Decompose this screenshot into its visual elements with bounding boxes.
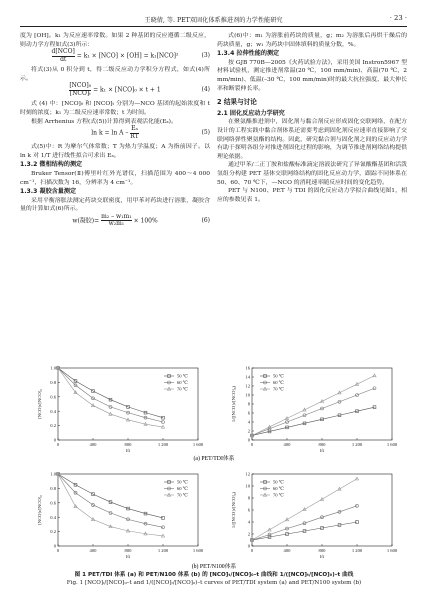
equation-4 (20, 83, 210, 100)
eq5-fraction (130, 126, 138, 140)
x-tick-label: 400 (89, 442, 97, 447)
subcaption-a: (a) PET/TDI体系 (193, 456, 235, 462)
y-axis-label: 1/([NCO]ₜ/[NCO]₀) (231, 491, 236, 529)
section-heading-1-3-4: 1.3.4 拉伸性能的测定 (217, 50, 280, 58)
legend-label: 70 ℃ (177, 386, 188, 392)
series-line (252, 407, 375, 435)
x-tick-label: 0 (56, 548, 60, 553)
equation-3 (20, 49, 210, 66)
legend-label: 70 ℃ (273, 492, 284, 498)
subcaption-b: (b) PET/N100体系 (191, 564, 237, 570)
paragraph: 度为 [OH]。k₁ 为反应速率常数。如果 2 种基团的反应遵循二级反应，则动力学方程如式(3)所示： (20, 33, 210, 48)
y-tick-label: 0 (53, 437, 56, 443)
legend-label: 60 ℃ (177, 486, 188, 492)
y-tick-label: 1.0 (50, 365, 56, 371)
y-tick-label: 8 (247, 401, 250, 407)
data-point (355, 477, 358, 480)
section-heading-2-1: 2.1 固化反应动力学研究 (217, 109, 285, 117)
eq5-lhs: ln k = ln A – (91, 129, 129, 137)
legend-label: 70 ℃ (273, 386, 284, 392)
page-number: · 23 · (389, 14, 407, 22)
y-tick-label: 8 (247, 495, 250, 501)
y-tick-label: 0.2 (50, 529, 56, 535)
x-tick-label: 0 (56, 442, 60, 447)
x-tick-label: 800 (318, 548, 326, 553)
eq3-fraction (52, 49, 75, 63)
y-tick-label: 0.4 (50, 408, 56, 414)
legend-label: 50 ℃ (177, 373, 188, 379)
paragraph: 式(6)中：m₁ 为溶胀前药块的质量，g；m₂ 为溶胀后再烘干燥后的药块质量，g；w₁ 为药块中固体填料的质量分数，%。 (217, 33, 407, 48)
equation-6 (20, 214, 210, 231)
eq5-numerator: Eₐ (131, 125, 138, 133)
series-line (58, 368, 163, 418)
y-tick-label: 12 (245, 383, 250, 389)
y-tick-label: 12 (245, 471, 250, 477)
legend-label: 50 ℃ (273, 479, 284, 485)
paragraph: 式(5)中：R 为摩尔气体常数；T 为热力学温度；A 为指前因子。以 ln k 对 1/T 进行线性拟合可求出 Eₐ。 (20, 144, 210, 159)
series-line (58, 474, 163, 536)
eq6-lhs: w(凝胶)= (72, 217, 100, 225)
figure-caption (20, 571, 408, 587)
x-tick-label: 0 (250, 548, 254, 553)
figure-1 (20, 362, 408, 597)
x-axis-label: t/s (125, 555, 131, 560)
eq3-denominator: dt (52, 56, 75, 63)
legend-label: 60 ℃ (273, 380, 284, 386)
x-tick-label: 800 (318, 442, 326, 447)
eq3-rhs: = k₁ × [NCO] × [OH] = k₁[NCO]² (76, 52, 179, 60)
y-axis-label: [NCO]ₜ/[NCO]₀ (37, 495, 42, 525)
eq3-numerator: d[NCO] (51, 48, 75, 56)
y-tick-label: 2 (247, 531, 250, 537)
section-heading-1-3-3: 1.3.3 凝胶含量测定 (20, 188, 77, 196)
x-axis-label: t/s (319, 449, 325, 454)
y-tick-label: 0 (247, 543, 250, 549)
section-heading-2: 2 结果与讨论 (217, 98, 257, 107)
figure-1-charts (20, 362, 408, 572)
x-tick-label: 1 200 (351, 548, 363, 553)
x-tick-label: 400 (89, 548, 97, 553)
plot-frame (58, 368, 198, 440)
y-tick-label: 0.2 (50, 423, 56, 429)
y-tick-label: 1.0 (50, 471, 56, 477)
paragraph: 将式(3)从 0 积分到 t，得二级反应动力学积分方程式，如式(4)所示。 (20, 67, 210, 82)
paragraph: 按 GJB 770B—2005《火药试验方法》，采用美国 Instron5967 型材料试验机，测定推进剂常温(20 ℃，100 mm/min)、高温(70 ℃，2 mm/min)、低温(–30 ℃，100 mm/min)时的最大抗拉强度、最大伸长率和断裂伸长率。 (217, 59, 407, 92)
x-tick-label: 1 600 (192, 548, 204, 553)
x-tick-label: 1 200 (157, 548, 169, 553)
legend-label: 50 ℃ (273, 373, 284, 379)
y-tick-label: 0.8 (50, 380, 56, 385)
x-tick-label: 800 (124, 442, 132, 447)
y-tick-label: 4 (247, 419, 250, 425)
plot-frame (252, 474, 392, 546)
y-tick-label: 0.4 (50, 514, 56, 520)
x-tick-label: 800 (124, 548, 132, 553)
figure-caption-zh: 图 1 PET/TDI 体系 (a) 和 PET/N100 体系 (b) 的 [NCO]ₜ/[NCO]₀–t 曲线和 1/([NCO]ₜ/[NCO]₀)–t 曲线 (74, 572, 354, 578)
x-tick-label: 1 600 (386, 442, 398, 447)
y-tick-label: 0 (53, 543, 56, 549)
eq5-number: (5) (201, 129, 210, 137)
x-tick-label: 1 200 (351, 442, 363, 447)
paragraph: 采用平衡溶胀法测定药块交联密度，用甲苯对药块进行溶胀，凝胶含量的计算如式(6)所示。 (20, 197, 210, 213)
legend-label: 50 ℃ (177, 479, 188, 485)
x-tick-label: 400 (283, 548, 291, 553)
eq3-number: (3) (201, 52, 210, 60)
y-tick-label: 6 (247, 410, 250, 416)
legend-label: 70 ℃ (177, 492, 188, 498)
running-title: 王晓倩, 等. PET双固化体系推进剂的力学性能研究 (144, 17, 283, 24)
y-tick-label: 6 (247, 507, 250, 513)
figure-caption-en: Fig. 1 [NCO]ₜ/[NCO]₀–t and 1/([NCO]ₜ/[NCO]₀)–t curves of PET/TDI system (a) and PET/N100 system (b) (66, 580, 362, 586)
y-tick-label: 10 (245, 483, 250, 489)
y-tick-label: 2 (247, 428, 250, 434)
x-axis-label: t/s (319, 555, 325, 560)
equation-5 (20, 126, 210, 143)
x-tick-label: 0 (250, 442, 254, 447)
eq6-numerator: m₂ – w₁m₁ (101, 212, 132, 220)
paragraph: 在聚氨酯推进剂中，固化剂与黏合剂反应形成固化交联网络，在配方设计的工程实践中黏合剂体系还需要考虑到固化剂反应速率直接影响了交联网络弹性聚氨酯的结构。因此，研究黏合剂与固化剂之间的反应动力学有助于探明各组分对推进剂固化过程的影响，为调节推进剂网络结构提供理论依据。 (217, 119, 407, 160)
y-tick-label: 0.8 (50, 486, 56, 491)
x-tick-label: 400 (283, 442, 291, 447)
data-point (373, 374, 376, 377)
running-header (20, 13, 407, 27)
eq6-fraction (101, 214, 132, 228)
y-tick-label: 0.6 (50, 500, 56, 506)
eq6-rhs: × 100% (133, 217, 158, 225)
y-tick-label: 14 (245, 374, 250, 380)
y-axis-label: [NCO]ₜ/[NCO]₀ (37, 389, 42, 419)
paragraph: Bruker Tensor(Ⅱ)傅里叶红外光谱仪，扫描范围为 400～4 000 cm⁻¹，扫描次数为 16，分辨率为 4 cm⁻¹。 (20, 170, 210, 186)
eq4-denominator: [NCO]ₜ (69, 89, 91, 97)
y-tick-label: 0.6 (50, 394, 56, 400)
eq6-number: (6) (201, 216, 210, 224)
plot-frame (252, 368, 392, 440)
legend-label: 60 ℃ (177, 380, 188, 386)
x-tick-label: 1 600 (192, 442, 204, 447)
section-heading-1-3-2: 1.3.2 微相结构的测定 (20, 161, 83, 169)
eq6-denominator: w₂m₁ (101, 220, 132, 227)
eq4-rhs: = k₁ × [NCO]₀ × t + 1 (93, 86, 161, 94)
left-column (20, 32, 210, 231)
eq4-number: (4) (201, 86, 210, 94)
right-column (217, 32, 407, 204)
eq4-fraction (69, 83, 91, 97)
y-tick-label: 0 (247, 437, 250, 443)
paragraph: PET 与 N100、PET 与 TDI 的固化反应动力学拟合曲线见图1，相应的参数见表 1。 (217, 188, 407, 203)
paragraph: 通过甲苯/二正丁胺和盐酸标准滴定溶液法研究了异氰酸酯基团和活泼氢组分构建 PET 基体交联网络结构的固化反应动力学，跟踪不同体系在 50、60、70 ℃下，—NCO 的消耗速率随反应时间的变化趋势。 (217, 162, 407, 186)
eq4-numerator: [NCO]₀ (69, 82, 92, 90)
legend-label: 60 ℃ (273, 486, 284, 492)
x-axis-label: t/s (125, 449, 131, 454)
paragraph: 根据 Arrhenius 方程(式(5))计算得到表观活化能(Eₐ)。 (31, 118, 177, 125)
y-tick-label: 10 (245, 392, 250, 398)
y-axis-label: 1/([NCO]ₜ/[NCO]₀) (231, 385, 236, 423)
data-point (356, 504, 359, 507)
eq5-denominator: RT (130, 132, 139, 140)
y-tick-label: 16 (245, 365, 250, 371)
x-tick-label: 1 200 (157, 442, 169, 447)
y-tick-label: 4 (247, 519, 250, 525)
x-tick-label: 1 600 (386, 548, 398, 553)
paragraph: 式 (4) 中：[NCO]₀ 和 [NCO]ₜ 分别为—NCO 基团的起始浓度和 t 时刻的浓度；k₁ 为二级反应速率常数；t 为时间。 (20, 101, 210, 116)
